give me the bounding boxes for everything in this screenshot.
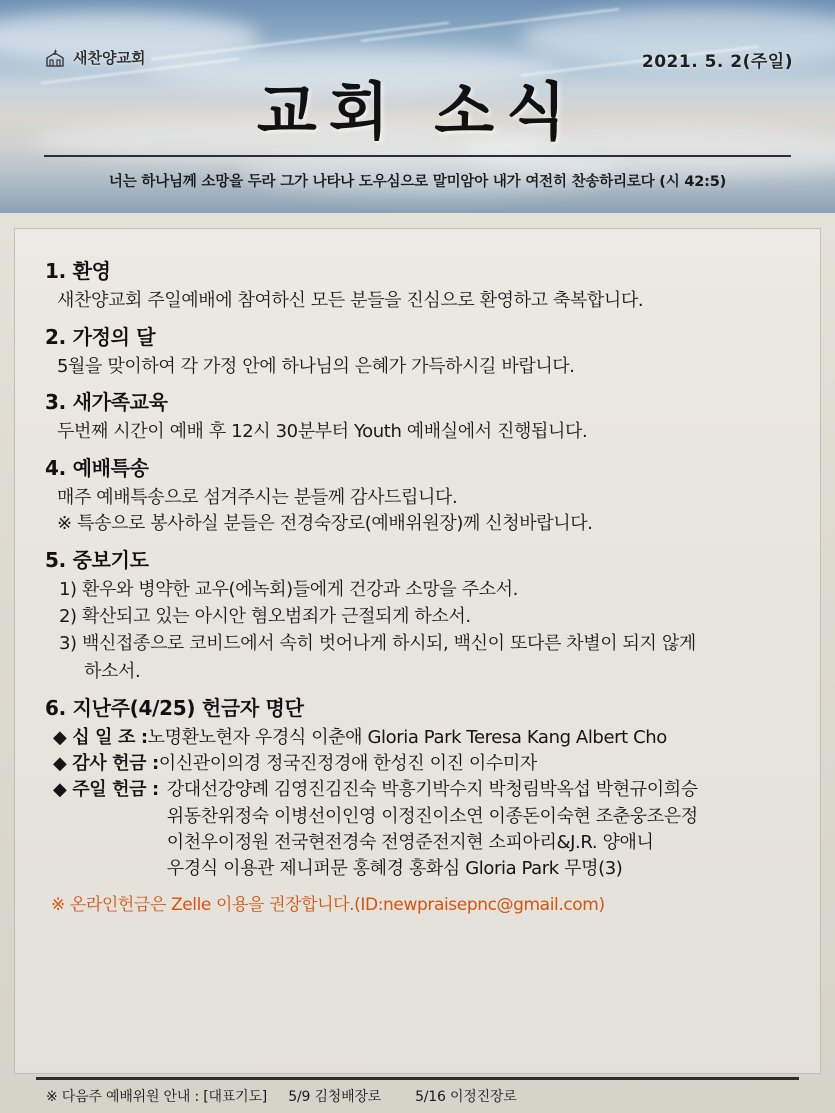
prayer-item: 3) 백신접종으로 코비드에서 속히 벗어나게 하시되, 백신이 또다른 차별이 되지 않게 <box>59 633 696 655</box>
announcement-body <box>45 288 790 314</box>
donation-names <box>159 751 790 777</box>
prayer-item: 1) 환우와 병약한 교우(에녹회)들에게 건강과 소망을 주소서. <box>59 578 518 600</box>
donation-names <box>148 725 790 751</box>
announcement-line: 매주 예배특송으로 섬겨주시는 분들께 감사드립니다. <box>57 486 458 508</box>
announcement-item <box>45 255 790 314</box>
announcement-body <box>45 419 790 445</box>
donation-category-label: ◆ 십 일 조 : <box>53 726 148 748</box>
donations-heading: 6. 지난주(4/25) 헌금자 명단 <box>45 695 304 720</box>
announcement-line: 두번째 시간이 예배 후 12시 30분부터 Youth 예배실에서 진행됩니다. <box>57 421 588 443</box>
donation-name-line: 우경식 이용관 제니퍼문 홍혜경 홍화심 Gloria Park 무명(3) <box>166 858 623 880</box>
header-banner <box>0 0 835 213</box>
donation-name-line: 이신관이의경 정국진정경애 한성진 이진 이수미자 <box>158 753 537 775</box>
announcement-item <box>45 386 790 445</box>
announcement-item <box>45 452 790 537</box>
footer-divider <box>36 1077 799 1080</box>
title-divider <box>44 155 791 157</box>
announcement-line: 새찬양교회 주일예배에 참여하신 모든 분들을 진심으로 환영하고 축복합니다. <box>57 290 644 311</box>
prayer-heading: 5. 중보기도 <box>45 547 149 572</box>
donation-name-line: 이천우이정원 전국현전경숙 전영준전지현 소피아리&J.R. 양애니 <box>166 831 654 853</box>
bulletin-date: 2021. 5. 2(주일) <box>641 52 793 72</box>
donation-category-label: ◆ 감사 헌금 : <box>53 753 159 775</box>
donation-row <box>45 725 790 751</box>
prayer-section <box>45 544 790 685</box>
announcement-heading: 2. 가정의 달 <box>45 324 156 349</box>
donations-section <box>45 692 790 916</box>
donation-names <box>159 777 790 882</box>
announcements-panel <box>14 228 821 1074</box>
prayer-item: 2) 확산되고 있는 아시안 혐오범죄가 근절되게 하소서. <box>59 606 471 627</box>
footer-note: ※ 다음주 예배위원 안내 : [대표기도] 5/9 김청배장로 5/16 이정진장로 <box>46 1089 517 1105</box>
announcement-heading: 1. 환영 <box>45 259 111 283</box>
bible-verse: 너는 하나님께 소망을 두라 그가 나타나 도우심으로 말미암아 내가 여전히 찬송하리로다 (시 42:5) <box>108 174 727 190</box>
prayer-list <box>45 577 790 685</box>
church-name: 새찬양교회 <box>73 49 146 67</box>
online-giving-notice: ※ 온라인헌금은 Zelle 이용을 권장합니다.(ID:newpraisepnc@gmail.com) <box>51 895 605 916</box>
donation-category-label: ◆ 주일 헌금 : <box>53 779 159 801</box>
announcement-heading: 4. 예배특송 <box>45 455 149 480</box>
announcement-heading: 3. 새가족교육 <box>45 390 168 415</box>
donation-name-line: 노명환노현자 우경식 이춘애 Gloria Park Teresa Kang Albert Cho <box>147 726 667 748</box>
donation-name-line: 강대선강양례 김영진김진숙 박흥기박수지 박청림박옥섭 박현규이희승 <box>166 779 698 801</box>
donation-name-line: 위동찬위정숙 이병선이인영 이정진이소연 이종돈이숙현 조춘웅조은정 <box>166 805 698 827</box>
donation-row <box>45 777 790 882</box>
announcement-line: 5월을 맞이하여 각 가정 안에 하나님의 은혜가 가득하시길 바랍니다. <box>57 355 575 377</box>
announcement-body <box>45 485 790 537</box>
announcement-note: ※ 특송으로 봉사하실 분들은 전경숙장로(예배위원장)께 신청바랍니다. <box>57 513 593 535</box>
announcement-item <box>45 321 790 380</box>
prayer-item-continuation: 하소서. <box>84 660 141 682</box>
announcement-body <box>45 354 790 380</box>
donation-row <box>45 751 790 777</box>
page-title: 교회 소식 <box>256 75 579 148</box>
